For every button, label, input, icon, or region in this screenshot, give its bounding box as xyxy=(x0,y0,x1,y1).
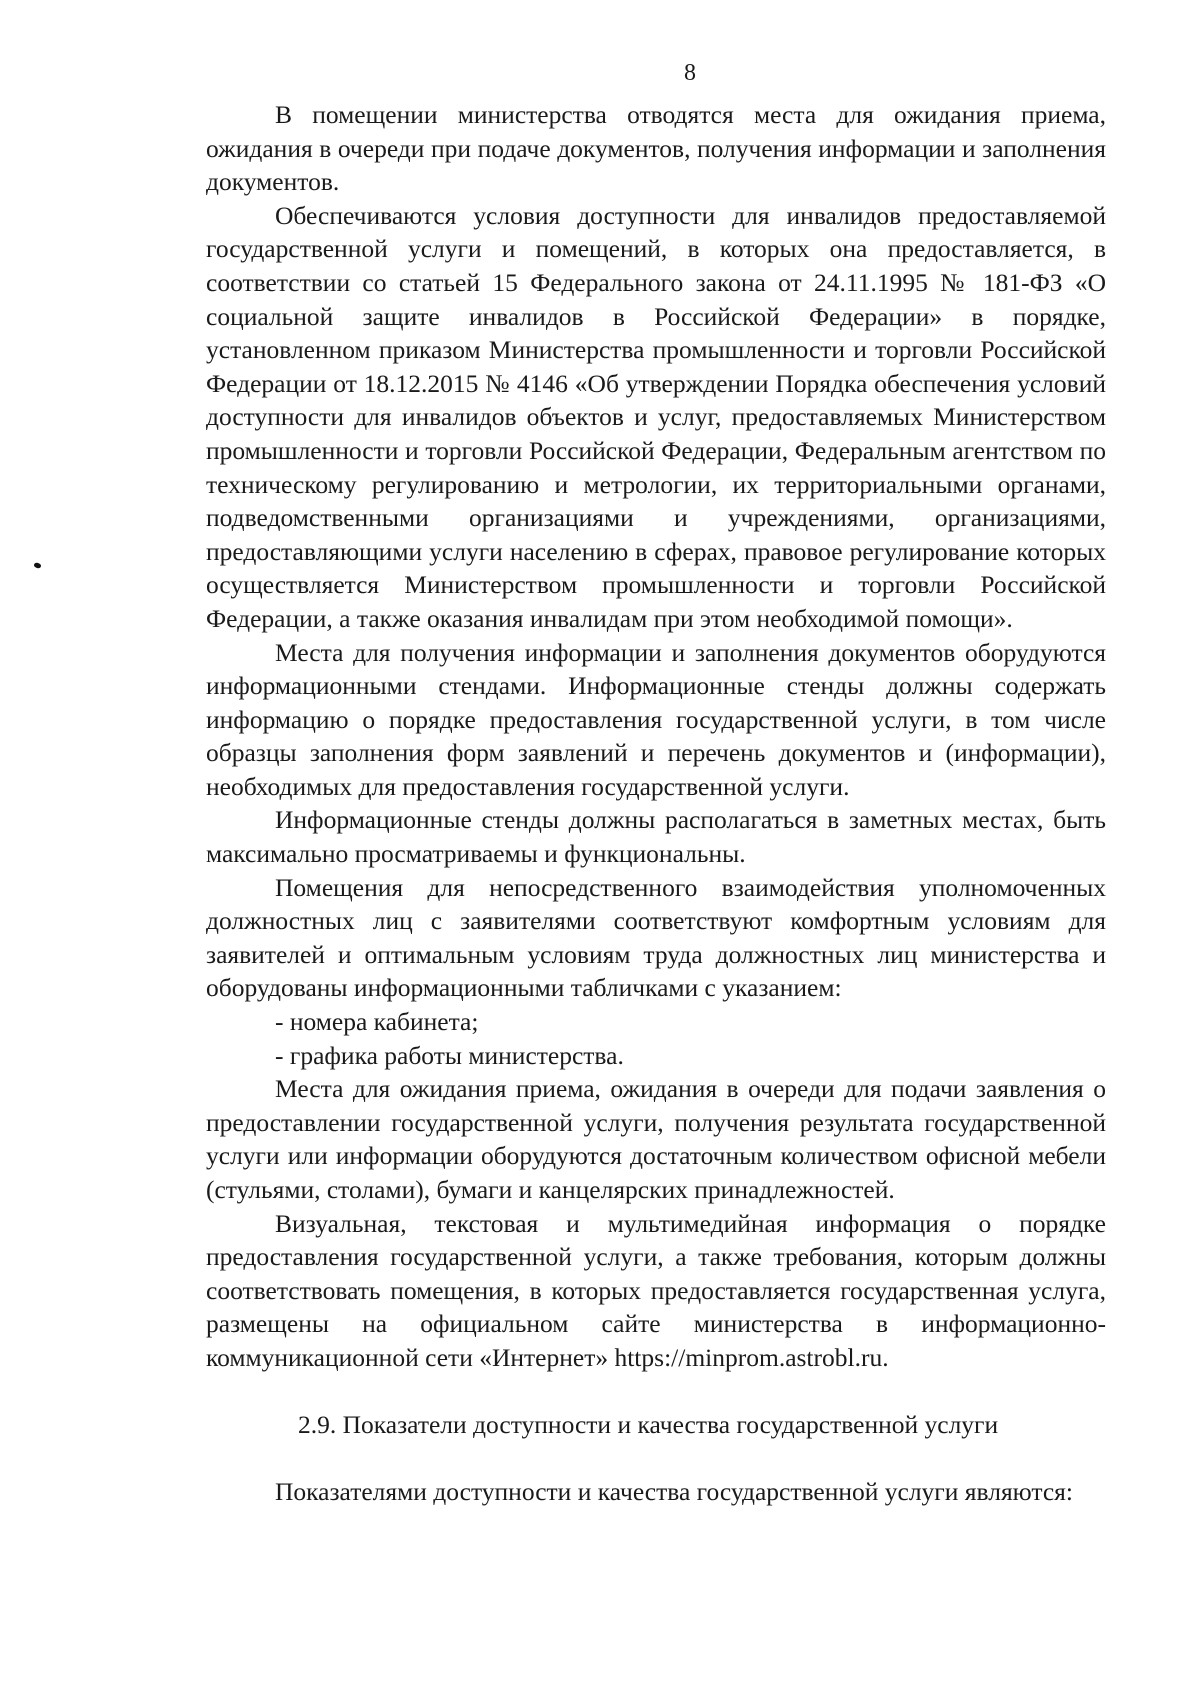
paragraph-multimedia-information: Визуальная, текстовая и мультимедийная информация о порядке предоставления государственной услуги, а также требования, которым должны соответствовать помещения, в которых предоставляется государственная услуга, размещены на официальном сайте министерства в информационно-коммуникационной сети «Интернет» https://minprom.astrobl.ru. xyxy=(206,1208,1106,1372)
paragraph-quality-indicators: Показателями доступности и качества государственной услуги являются: xyxy=(275,1477,1073,1507)
paragraph-office-furniture: Места для ожидания приема, ожидания в очереди для подачи заявления о предоставлении государственной услуги, получения результата государственной услуги или информации оборудуются достаточным количеством офисной мебели (стульями, столами), бумаги и канцелярских принадлежностей. xyxy=(206,1074,1106,1204)
paragraph-accessibility-conditions: Обеспечиваются условия доступности для инвалидов предоставляемой государственной услуги и помещений, в которых она предоставляется, в соответствии со статьей 15 Федерального закона от 24.11.1995 № 181-ФЗ «О социальной защите инвалидов в Российской Федерации» в порядке, установленном приказом Министерства промышленности и торговли Российской Федерации от 18.12.2015 № 4146 «Об утверждении Порядка обеспечения условий доступности для инвалидов объектов и услуг, предоставляемых Министерством промышленности и торговли Российской Федерации, Федеральным агентством по техническому регулированию и метрологии, их территориальными органами, подведомственными организациями и учреждениями, организациями, предоставляющими услуги населению в сферах, правовое регулирование которых осуществляется Министерством промышленности и торговли Российской Федерации, а также оказания инвалидам при этом необходимой помощи». xyxy=(206,200,1106,633)
paragraph-information-stands: Места для получения информации и заполнения документов оборудуются информационными стендами. Информационные стенды должны содержать информацию о порядке предоставления государственной услуги, в том числе образцы заполнения форм заявлений и перечень документов и (информации), необходимых для предоставления государственной услуги. xyxy=(206,637,1106,801)
paragraph-stands-placement: Информационные стенды должны располагаться в заметных местах, быть максимально просматриваемы и функциональны. xyxy=(206,805,1106,869)
scan-speck xyxy=(33,562,41,569)
paragraph-interaction-rooms: Помещения для непосредственного взаимодействия уполномоченных должностных лиц с заявителями соответствуют комфортным условиям для заявителей и оптимальным условиям труда должностных лиц министерства и оборудованы информационными табличками с указанием: xyxy=(206,872,1106,1003)
page-number: 8 xyxy=(684,60,696,86)
list-item-work-schedule: - графика работы министерства. xyxy=(275,1040,624,1070)
section-heading: 2.9. Показатели доступности и качества государственной услуги xyxy=(298,1409,999,1439)
paragraph-waiting-areas: В помещении министерства отводятся места для ожидания приема, ожидания в очереди при подаче документов, получения информации и заполнения документов. xyxy=(206,100,1106,197)
document-body xyxy=(206,98,1106,1509)
list-item-room-number: - номера кабинета; xyxy=(275,1007,479,1037)
